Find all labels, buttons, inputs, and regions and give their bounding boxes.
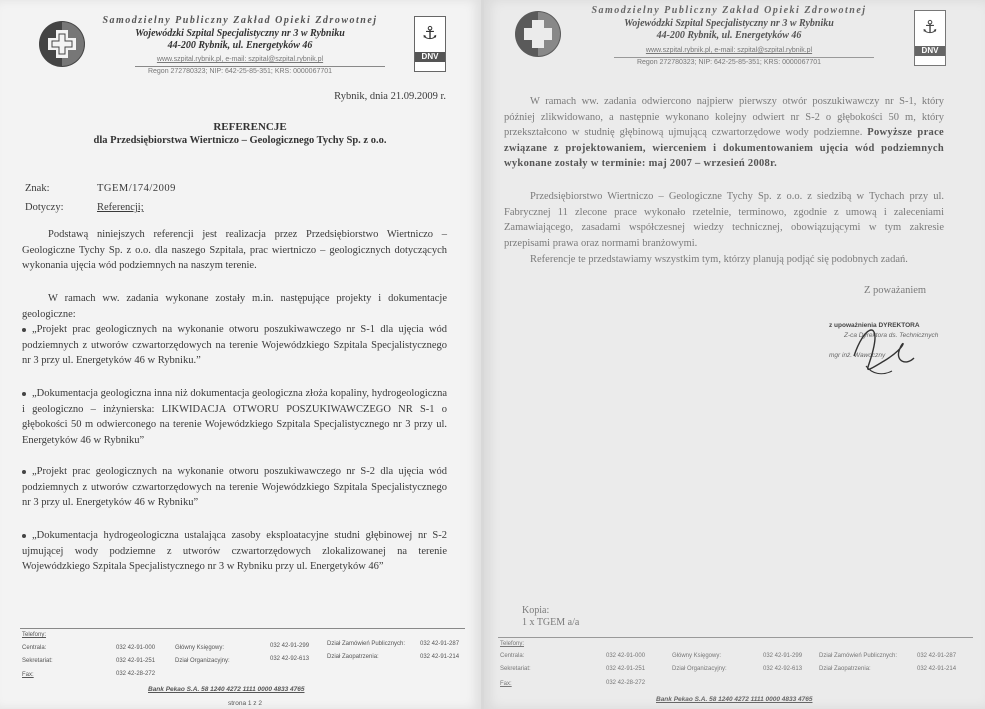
bullet-item bbox=[22, 464, 447, 511]
subject-value: Referencji; bbox=[97, 202, 144, 213]
footer-label: Dział Zamówień Publicznych: bbox=[819, 653, 898, 659]
footer-label: Dział Organizacyjny: bbox=[672, 666, 727, 672]
footer-value: 032 42-91-287 bbox=[917, 653, 957, 659]
fax-value: 032 42-28-272 bbox=[606, 680, 646, 686]
footer-value: 032 42-91-287 bbox=[420, 641, 460, 647]
copy-label: Kopia: bbox=[522, 605, 550, 616]
footer-value: 032 42-91-000 bbox=[116, 645, 156, 651]
footer-divider bbox=[498, 637, 973, 638]
hospital-name: Wojewódzki Szpital Specjalistyczny nr 3 w Rybniku bbox=[135, 28, 345, 39]
hospital-address: 44-200 Rybnik, ul. Energetyków 46 bbox=[656, 30, 802, 41]
bank-account: Bank Pekao S.A. 58 1240 4272 1111 0000 4833 4765 bbox=[656, 696, 813, 703]
document-page-1 bbox=[0, 0, 481, 709]
footer-label: Centrala: bbox=[500, 653, 525, 659]
signature-name: mgr inż. Wawoczny bbox=[829, 352, 886, 359]
bullet-icon bbox=[22, 392, 26, 396]
footer-value: 032 42-92-613 bbox=[270, 656, 310, 662]
dnv-label: DNV bbox=[915, 46, 945, 56]
bullet-text: „Dokumentacja geologiczna inna niż dokumentacja geologiczna złoża kopaliny, hydrogeologiczna i geologiczno – inżynierska: LIKWIDACJA OTWORU POSZUKIWAWCZEGO NR S-1 o głębokości 50 m odwierconego na terenie Wojewódzkiego Szpitala Specjalistycznego nr 3 przy ul. Energetyków 46 w Rybniku” bbox=[22, 388, 447, 446]
hospital-address: 44-200 Rybnik, ul. Energetyków 46 bbox=[167, 40, 313, 51]
footer-value: 032 42-91-251 bbox=[606, 666, 646, 672]
bullet-text: „Projekt prac geologicznych na wykonanie otworu poszukiwawczego nr S-1 dla ujęcia wód podziemnych z utworów czwartorzędowych na terenie Wojewódzkiego Szpitala Specjalistycznego nr 3 przy ul. Energetyków 46 w Rybniku.” bbox=[22, 324, 447, 366]
intro-paragraph: Podstawą niniejszych referencji jest realizacja przez Przedsiębiorstwo Wiertniczo – Geologiczne Tychy Sp. z o.o. dla naszego Szpitala, prac wiertniczo – geologicznych dotyczących wykonania ujęcia wód podziemnych na naszym terenie. bbox=[22, 229, 447, 271]
anchor-certificate-icon bbox=[915, 11, 945, 41]
fax-label: Fax: bbox=[22, 672, 34, 678]
certificate-badge bbox=[914, 10, 946, 66]
bullet-item bbox=[22, 528, 447, 575]
document-page-2 bbox=[484, 0, 985, 709]
footer-label: Dział Zamówień Publicznych: bbox=[327, 641, 406, 647]
footer-value: 032 42-91-299 bbox=[270, 643, 310, 649]
footer-label: Dział Organizacyjny: bbox=[175, 658, 230, 664]
footer-value: 032 42-91-251 bbox=[116, 658, 156, 664]
work-summary-text: W ramach ww. zadania odwiercono najpierw pierwszy otwór poszukiwawczy nr S-1, który później zlikwidowano, a następnie wykonano kolejny odwiert nr S-2 o głębokości 50 m, który przekształcono w studnię głębinową ujmującą czwartorzędowe wody podziemne. bbox=[504, 96, 944, 138]
dnv-label: DNV bbox=[415, 52, 445, 62]
reference-number-value: TGEM/174/2009 bbox=[97, 183, 176, 194]
document-subtitle: dla Przedsiębiorstwa Wiertniczo – Geologicznego Tychy Sp. z o.o. bbox=[93, 135, 387, 146]
document-title: REFERENCJE bbox=[213, 121, 287, 133]
header-divider bbox=[135, 66, 385, 67]
signature-role: Z-ca Dyrektora ds. Technicznych bbox=[844, 332, 939, 339]
footer-label: Dział Zaopatrzenia: bbox=[327, 654, 379, 660]
bullet-item bbox=[22, 322, 447, 369]
footer-label: Sekretariat: bbox=[22, 658, 53, 664]
certificate-badge bbox=[414, 16, 446, 72]
contact-links[interactable]: www.szpital.rybnik.pl, e-mail: szpital@szpital.rybnik.pl bbox=[156, 56, 324, 63]
place-and-date: Rybnik, dnia 21.09.2009 r. bbox=[334, 91, 446, 102]
institution-name: Samodzielny Publiczny Zakład Opieki Zdrowotnej bbox=[102, 15, 378, 26]
footer-value: 032 42-91-299 bbox=[763, 653, 803, 659]
signature-authority: z upoważnienia DYREKTORA bbox=[829, 322, 920, 329]
footer-divider bbox=[20, 628, 465, 629]
footer-label: Główny Księgowy: bbox=[672, 653, 722, 659]
svg-text:⚓: ⚓ bbox=[921, 17, 939, 38]
footer-value: 032 42-91-214 bbox=[917, 666, 957, 672]
evaluation-paragraph: Przedsiębiorstwo Wiertniczo – Geologiczne Tychy Sp. z o.o. z siedzibą w Tychach przy ul. Fabrycznej 11 zlecone prace wykonało rzetelnie, terminowo, zgodnie z umową i zaleceniami Zamawiającego, zasadami współczesnej wiedzy technicznej, obowiązującymi w tym zakresie przepisami prawa oraz normami branżowymi. bbox=[504, 191, 944, 249]
work-period-text: Powyższe prace związane z projektowaniem, wierceniem i dokumentowaniem ujęcia wód podziemnych wykonane zostały w terminie: maj 2007 – wrzesień 2008r. bbox=[504, 127, 944, 169]
work-summary-paragraph bbox=[504, 94, 944, 172]
copy-value: 1 x TGEM a/a bbox=[522, 617, 580, 628]
handwritten-signature-icon bbox=[844, 316, 924, 382]
subject-label: Dotyczy: bbox=[25, 202, 64, 213]
footer-label: Sekretariat: bbox=[500, 666, 531, 672]
hospital-cross-logo-icon bbox=[38, 20, 86, 68]
phones-label: Telefony: bbox=[22, 632, 47, 638]
hospital-cross-logo-icon bbox=[514, 10, 562, 58]
contact-links[interactable]: www.szpital.rybnik.pl, e-mail: szpital@szpital.rybnik.pl bbox=[645, 47, 813, 54]
fax-value: 032 42-28-272 bbox=[116, 671, 156, 677]
bullet-icon bbox=[22, 470, 26, 474]
footer-label: Dział Zaopatrzenia: bbox=[819, 666, 871, 672]
header-divider bbox=[614, 57, 874, 58]
footer-value: 032 42-91-000 bbox=[606, 653, 646, 659]
page-number: strona 1 z 2 bbox=[228, 700, 262, 707]
scope-paragraph: W ramach ww. zadania wykonane zostały m.in. następujące projekty i dokumentacje geologiczne: bbox=[22, 293, 447, 320]
hospital-name: Wojewódzki Szpital Specjalistyczny nr 3 w Rybniku bbox=[624, 18, 834, 29]
closing-greeting: Z poważaniem bbox=[864, 285, 927, 296]
footer-label: Główny Księgowy: bbox=[175, 645, 225, 651]
bullet-icon bbox=[22, 328, 26, 332]
institution-name: Samodzielny Publiczny Zakład Opieki Zdrowotnej bbox=[591, 5, 867, 16]
bullet-item bbox=[22, 386, 447, 448]
registry-numbers: Regon 272780323; NIP: 642-25-85-351; KRS: 0000067701 bbox=[636, 59, 822, 66]
footer-label: Centrala: bbox=[22, 645, 47, 651]
bank-account: Bank Pekao S.A. 58 1240 4272 1111 0000 4833 4765 bbox=[148, 686, 305, 693]
phones-label: Telefony: bbox=[500, 641, 525, 647]
svg-text:⚓: ⚓ bbox=[421, 23, 439, 44]
recommendation-paragraph: Referencje te przedstawiamy wszystkim tym, którzy planują podjąć się podobnych zadań. bbox=[530, 254, 908, 265]
anchor-certificate-icon bbox=[415, 17, 445, 47]
footer-value: 032 42-91-214 bbox=[420, 654, 460, 660]
bullet-text: „Dokumentacja hydrogeologiczna ustalająca zasoby eksploatacyjne studni głębinowej nr S-2 ujmującej wody podziemne z utworów czwartorzędowych zlokalizowanej na terenie Wojewódzkiego Szpitala Specjalistycznego nr 3 w Rybniku przy ul. Energetyków 46” bbox=[22, 530, 447, 572]
fax-label: Fax: bbox=[500, 681, 512, 687]
bullet-icon bbox=[22, 534, 26, 538]
bullet-text: „Projekt prac geologicznych na wykonanie otworu poszukiwawczego nr S-2 dla ujęcia wód podziemnych z utworów czwartorzędowych na terenie Wojewódzkiego Szpitala Specjalistycznego nr 3 przy ul. Energetyków 46 w Rybniku” bbox=[22, 466, 447, 508]
footer-value: 032 42-92-613 bbox=[763, 666, 803, 672]
registry-numbers: Regon 272780323; NIP: 642-25-85-351; KRS: 0000067701 bbox=[147, 68, 333, 75]
reference-number-label: Znak: bbox=[25, 183, 50, 194]
